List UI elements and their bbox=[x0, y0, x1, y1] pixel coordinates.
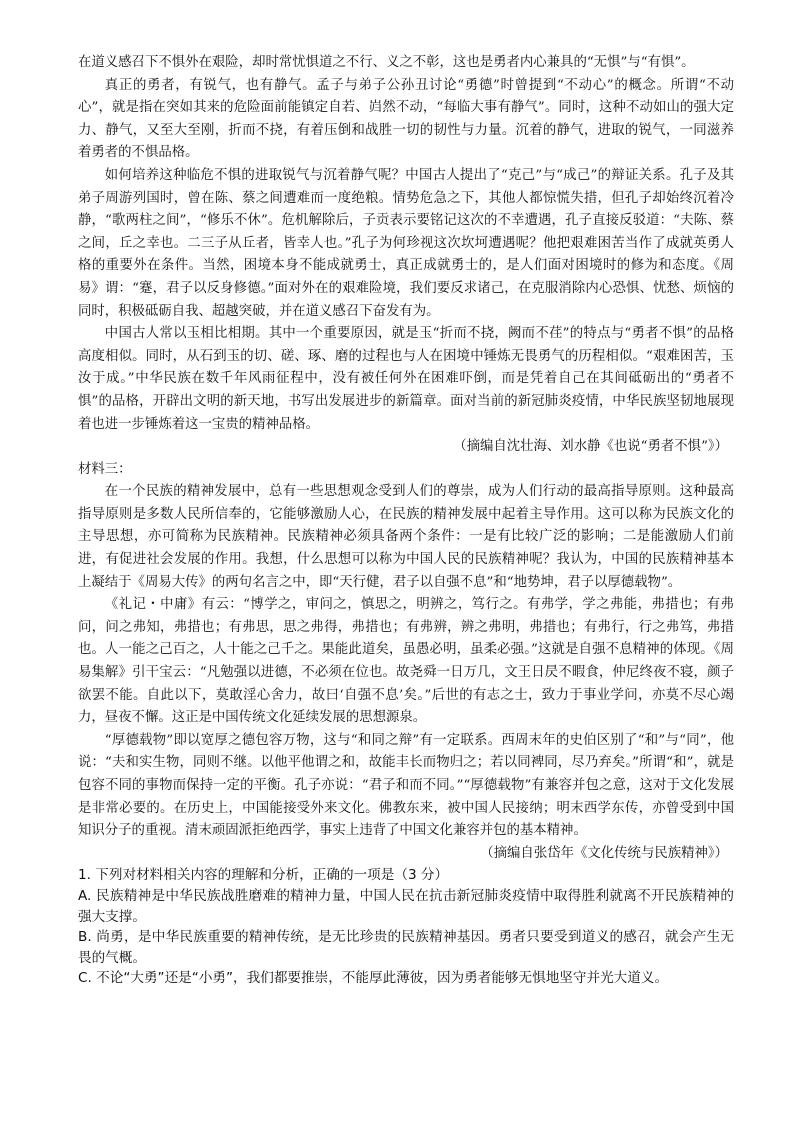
paragraph: “厚德载物”即以宽厚之德包容万物，这与“和同之辩”有一定联系。西周末年的史伯区别了“和”与“同”，他说：“夫和实生物，同则不继。以他平他谓之和，故能丰长而物归之；若以同裨同，尽乃弃矣。”所谓“和”，就是包容不同的事物而保持一定的平衡。孔子亦说：“君子和而不同。”“厚德载物”有兼容并包之意，这对于文化发展是非常必要的。在历史上，中国能接受外来文化。佛教东来，被中国人民接纳；明末西学东传，亦曾受到中国知识分子的重视。清末顽固派拒绝西学，事实上违背了中国文化兼容并包的基本精神。 bbox=[78, 732, 734, 839]
paragraph: 在一个民族的精神发展中，总有一些思想观念受到人们的尊崇，成为人们行动的最高指导原则。这种最高指导原则是多数人民所信奉的，它能够激励人心，在民族的精神发展中起着主导作用。这可以称为民族文化的主导思想，亦可简称为民族精神。民族精神必须具备两个条件：一是有比较广泛的影响；二是能激励人们前进，有促进社会发展的作用。我想，什么思想可以称为中国人民的民族精神呢？我认为，中国的民族精神基本上凝结于《周易大传》的两句名言之中，即“天行健，君子以自强不息”和“地势坤，君子以厚德载物”。 bbox=[78, 484, 734, 590]
section-heading: 材料三： bbox=[78, 461, 132, 477]
paragraph: 真正的勇者，有锐气，也有静气。孟子与弟子公孙丑讨论“勇德”时曾提到“不动心”的概念。所谓“不动心”，就是指在突如其来的危险面前能镇定自若、岿然不动，“每临大事有静气”。同时，这种不动如山的强大定力、静气，又至大至刚，折而不挠，有着压倒和战胜一切的韧性与力量。沉着的静气，进取的锐气，一同滋养着勇者的不惧品格。 bbox=[78, 77, 734, 161]
source-citation: （摘编自沈壮海、刘水静《也说“勇者不惧”》） bbox=[453, 439, 728, 455]
option-c: C. 不论“大勇”还是“小勇”，我们都要推崇，不能厚此薄彼，因为勇者能够无惧地坚守并光大道义。 bbox=[78, 970, 669, 987]
option-a: A. 民族精神是中华民族战胜磨难的精神力量，中国人民在抗击新冠肺炎疫情中取得胜利就离不开民族精神的强大支撑。 bbox=[78, 887, 734, 925]
material-three-section bbox=[78, 459, 734, 866]
option-b: B. 尚勇，是中华民族重要的精神传统，是无比珍贵的民族精神基因。勇者只要受到道义的感召，就会产生无畏的气概。 bbox=[78, 929, 734, 966]
paragraph: 如何培养这种临危不惧的进取锐气与沉着静气呢？中国古人提出了“克己”与“成己”的辩证关系。孔子及其弟子周游列国时，曾在陈、蔡之间遭难而一度绝粮。情势危急之下，其他人都惊慌失措，但孔子却始终沉着冷静，“歌两柱之间”，“修乐不休”。危机解除后，子贡表示要铭记这次的不幸遭遇，孔子直接反驳道：“夫陈、蔡之间，丘之幸也。二三子从丘者，皆幸人也。”孔子为何珍视这次坎坷遭遇呢？他把艰难困苦当作了成就英勇人格的重要外在条件。当然，困境本身不能成就勇士，真正成就勇士的，是人们面对困境时的修为和态度。《周易》谓：“蹇，君子以反身修德。”面对外在的艰难险境，我们要反求诸己，在克服消除内心恐惧、忧愁、烦恼的同时，积极砥砺自我、超越突破，并在道义感召下奋发有为。 bbox=[78, 167, 734, 319]
source-citation: （摘编自张岱年《文化传统与民族精神》） bbox=[480, 845, 728, 861]
material-two-section bbox=[78, 52, 734, 459]
paragraph: 中国古人常以玉相比相期。其中一个重要原因，就是玉“折而不挠，阙而不荏”的特点与“勇者不惧”的品格高度相似。同时，从石到玉的切、磋、琢、磨的过程也与人在困境中锤炼无畏勇气的历程相似。“艰难困苦，玉汝于成。”中华民族在数千年风雨征程中，没有被任何外在困难吓倒，而是凭着自己在其间砥砺出的“勇者不惧”的品格，开辟出文明的新天地，书写出发展进步的新篇章。面对当前的新冠肺炎疫情，中华民族坚韧地展现着也进一步锤炼着这一宝贵的精神品格。 bbox=[78, 326, 734, 432]
paragraph: 《礼记・中庸》有云：“博学之，审问之，慎思之，明辨之，笃行之。有弗学，学之弗能，弗措也；有弗问，问之弗知，弗措也；有弗思，思之弗得，弗措也；有弗辨，辨之弗明，弗措也；有弗行，行之弗笃，弗措也。人一能之己百之，人十能之己千之。果能此道矣，虽愚必明，虽柔必强。”这就是自强不息精神的体现。《周易集解》引干宝云：“凡勉强以进德，不必须在位也。故尧舜一日万几，文王日昃不暇食，仲尼终夜不寝，颜子欲罢不能。自此以下，莫敢淫心舍力，故曰‘自强不息’矣。”后世的有志之士，致力于事业学问，亦莫不尽心竭力，昼夜不懈。这正是中国传统文化延续发展的思想源泉。 bbox=[78, 597, 734, 726]
question-one bbox=[78, 865, 734, 989]
paragraph: 在道义感召下不惧外在艰险，却时常忧惧道之不行、义之不彰，这也是勇者内心兼具的“无惧”与“有惧”。 bbox=[78, 55, 695, 70]
question-stem: 1. 下列对材料相关内容的理解和分析，正确的一项是（3 分） bbox=[78, 867, 449, 884]
